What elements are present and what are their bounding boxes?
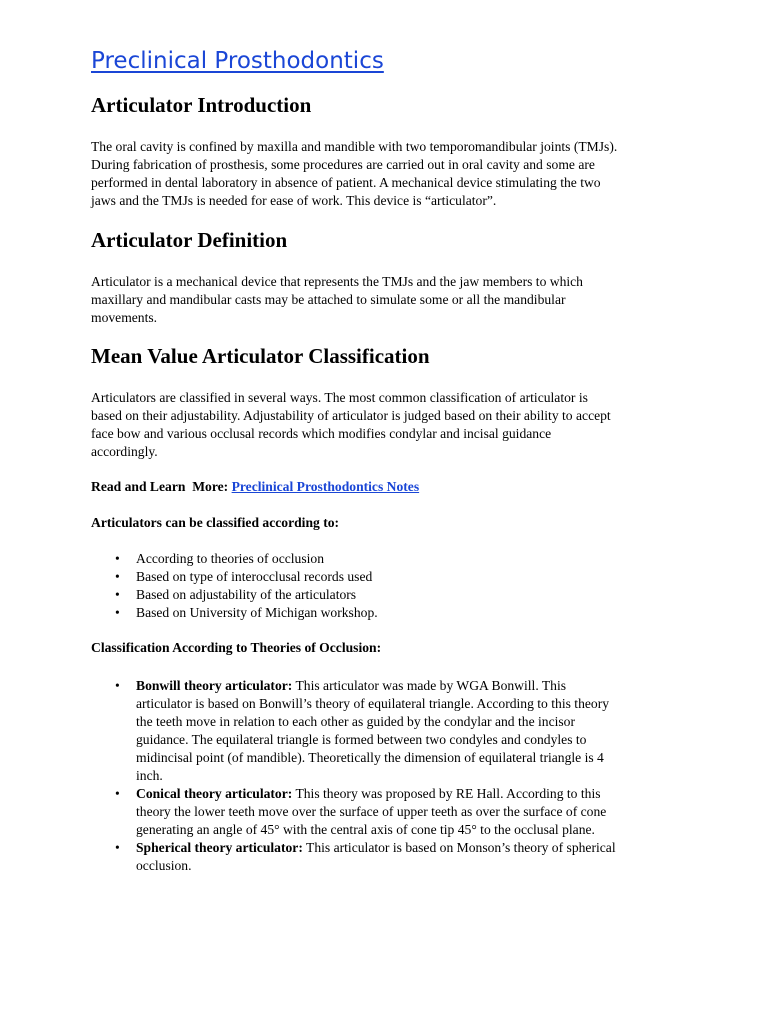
heading-articulator-introduction: Articulator Introduction: [91, 93, 312, 117]
text-line: maxillary and mandibular casts may be attached to simulate some or all the mandibular: [91, 292, 566, 307]
list-item: • According to theories of occlusion: [91, 550, 378, 568]
read-more-prefix: Read and Learn More:: [91, 479, 232, 494]
classification-list: [91, 550, 378, 622]
text-fragment: This theory was proposed by RE Hall. According to this: [292, 786, 601, 801]
theories-heading: Classification According to Theories of Occlusion:: [91, 640, 382, 655]
paragraph-introduction: [91, 138, 681, 210]
read-more-line: [91, 479, 419, 495]
list-item: • Based on type of interocclusal records used: [91, 568, 378, 586]
text-line: inch.: [136, 768, 163, 783]
text-line: During fabrication of prosthesis, some procedures are carried out in oral cavity and some are: [91, 157, 595, 172]
theories-list: [91, 677, 616, 875]
text-line: face bow and various occlusal records which modifies condylar and incisal guidance: [91, 426, 552, 441]
list-item-conical: [91, 785, 616, 839]
text-line: based on their adjustability. Adjustability of articulator is judged based on their ability to accept: [91, 408, 611, 423]
text-line: occlusion.: [136, 858, 192, 873]
text-line: guidance. The equilateral triangle is formed between two condyles and condyles to: [136, 732, 587, 747]
list-item: • Based on University of Michigan workshop.: [91, 604, 378, 622]
text-line: [136, 677, 616, 695]
text-line: Articulator is a mechanical device that represents the TMJs and the jaw members to which: [91, 274, 583, 289]
term-label: Spherical theory articulator:: [136, 840, 303, 855]
term-label: Conical theory articulator:: [136, 786, 293, 801]
text-line: theory the lower teeth move over the surface of upper teeth as over the surface of cone: [136, 804, 607, 819]
text-line: The oral cavity is confined by maxilla and mandible with two temporomandibular joints (TMJs).: [91, 139, 618, 154]
text-line: the teeth move in relation to each other as guided by the condylar and the incisor: [136, 714, 576, 729]
list-item-bonwill: [91, 677, 616, 785]
term-label: Bonwill theory articulator:: [136, 678, 293, 693]
text-line: articulator is based on Bonwill’s theory of equilateral triangle. According to this theory: [136, 696, 610, 711]
paragraph-classification: [91, 389, 681, 461]
text-fragment: This articulator is based on Monson’s theory of spherical: [302, 840, 616, 855]
paragraph-definition: [91, 273, 681, 327]
text-line: performed in dental laboratory in absence of patient. A mechanical device stimulating the two: [91, 175, 601, 190]
text-line: [136, 839, 616, 857]
document-title-link[interactable]: Preclinical Prosthodontics: [91, 48, 384, 74]
list-item-spherical: [91, 839, 616, 875]
heading-mean-value-classification: Mean Value Articulator Classification: [91, 344, 430, 368]
text-line: accordingly.: [91, 444, 158, 459]
classified-heading: Articulators can be classified according to:: [91, 515, 340, 530]
text-fragment: This articulator was made by WGA Bonwill. This: [292, 678, 567, 693]
read-more-link[interactable]: Preclinical Prosthodontics Notes: [231, 479, 420, 494]
text-line: generating an angle of 45° with the central axis of cone tip 45° to the occlusal plane.: [136, 822, 595, 837]
text-line: Articulators are classified in several ways. The most common classification of articulator is: [91, 390, 588, 405]
text-line: movements.: [91, 310, 158, 325]
text-line: [136, 785, 616, 803]
text-line: jaws and the TMJs is needed for ease of work. This device is “articulator”.: [91, 193, 497, 208]
heading-articulator-definition: Articulator Definition: [91, 228, 288, 252]
text-line: midincisal point (of mandible). Theoretically the dimension of equilateral triangle is 4: [136, 750, 604, 765]
list-item: • Based on adjustability of the articulators: [91, 586, 378, 604]
